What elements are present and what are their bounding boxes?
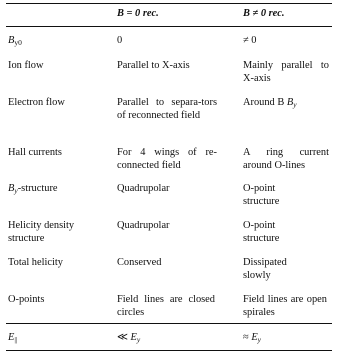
cell-electron-flow-bn0: Around B $B_y$ [243,97,297,109]
row-label-by0: $B_{y0}$ [8,35,22,47]
cell-e-parallel-bn0: ≈ $E_y$ [243,332,262,344]
cell-hall-currents-b0: For 4 wings of re-connected field [117,147,217,171]
bottom-rule [6,350,332,351]
cell-by0-bn0: ≠ 0 [243,35,257,46]
row-label-by-structure: $B_y$-structure [8,183,58,195]
cell-helicity-density-bn0: O-point structure [243,220,280,244]
cell-by-structure-bn0: O-point structure [243,183,280,207]
cell-total-helicity-b0: Conserved [117,257,162,268]
row-label-electron-flow: Electron flow [8,97,65,108]
header-b-zero: B = 0 rec. [117,8,159,19]
header-rule [6,26,332,27]
row-label-ion-flow: Ion flow [8,60,44,71]
cell-o-points-b0: Field lines are closed circles [117,294,215,318]
row-label-helicity-density: Helicity density structure [8,220,75,244]
cell-o-points-bn0: Field lines are open spirales [243,294,327,318]
footer-rule [6,323,332,324]
cell-hall-currents-bn0: A ring current around O-lines [243,147,329,171]
cell-ion-flow-b0: Parallel to X-axis [117,60,190,71]
cell-total-helicity-bn0: Dissipated slowly [243,257,287,281]
cell-helicity-density-b0: Quadrupolar [117,220,170,231]
cell-by-structure-b0: Quadrupolar [117,183,170,194]
cell-ion-flow-bn0: Mainly parallel to X-axis [243,60,329,84]
row-label-total-helicity: Total helicity [8,257,63,268]
header-b-nonzero: B ≠ 0 rec. [243,8,285,19]
cell-electron-flow-b0: Parallel to separa-tors of reconnected field [117,97,217,121]
row-label-e-parallel: $E_{||}$ [8,332,18,344]
row-label-hall-currents: Hall currents [8,147,62,158]
cell-e-parallel-b0: ≪ $E_y$ [117,332,141,344]
top-rule [6,3,332,4]
cell-by0-b0: 0 [117,35,123,46]
row-label-o-points: O-points [8,294,45,305]
